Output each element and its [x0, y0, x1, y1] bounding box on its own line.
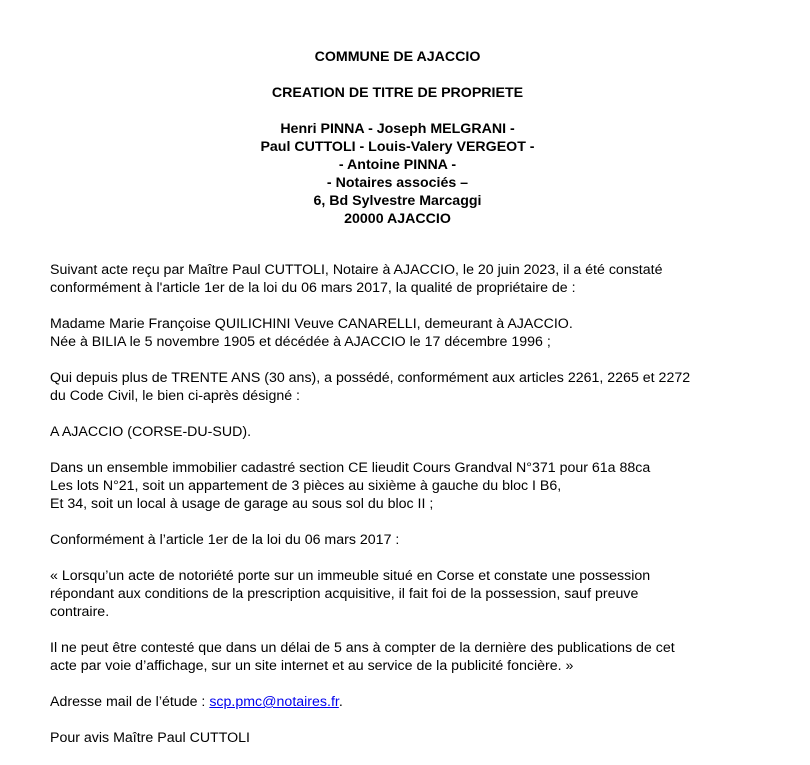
quote-paragraph-2: Il ne peut être contesté que dans un délai de 5 ans à compter de la dernière des publications de cet acte par voie d’affichage, sur un site internet et au service de la publicité foncière. »: [50, 640, 675, 674]
quote-paragraph-1: « Lorsqu’un acte de notoriété porte sur un immeuble situé en Corse et constate une possession répondant aux conditions de la prescription acquisitive, il fait foi de la possession, sauf preuve contraire.: [50, 568, 651, 620]
email-suffix: .: [338, 694, 343, 710]
notaires-block: [0, 120, 795, 228]
notaires-line: Paul CUTTOLI - Louis-Valery VERGEOT -: [260, 139, 535, 155]
intro-paragraph: Suivant acte reçu par Maître Paul CUTTOLI, Notaire à AJACCIO, le 20 juin 2023, il a été constaté conformément à l'article 1er de la loi du 06 mars 2017, la qualité de propriétaire de :: [50, 262, 663, 296]
signature: Pour avis Maître Paul CUTTOLI: [50, 730, 251, 746]
document-subject: CREATION DE TITRE DE PROPRIETE: [271, 85, 524, 101]
signature-paragraph: [50, 729, 790, 747]
notaires-line: Henri PINNA - Joseph MELGRANI -: [280, 121, 515, 137]
location-paragraph: A AJACCIO (CORSE-DU-SUD).: [50, 424, 252, 440]
notaires-line: - Notaires associés –: [326, 175, 469, 191]
email-link[interactable]: scp.pmc@notaires.fr: [209, 694, 339, 710]
notaires-line: - Antoine PINNA -: [338, 157, 457, 173]
notaires-city: 20000 AJACCIO: [344, 211, 451, 227]
possession-paragraph: Qui depuis plus de TRENTE ANS (30 ans), a possédé, conformément aux articles 2261, 2265 et 2272 du Code Civil, le bien ci-après désigné :: [50, 370, 691, 404]
property-paragraph: Dans un ensemble immobilier cadastré section CE lieudit Cours Grandval N°371 pour 61a 88ca Les lots N°21, soit un appartement de 3 pièces au sixième à gauche du bloc I B6, Et 34, soit un local à usage de garage au sous sol du bloc II ;: [50, 460, 651, 512]
email-label: Adresse mail de l’étude :: [50, 694, 210, 710]
commune-title: COMMUNE DE AJACCIO: [314, 49, 481, 65]
email-paragraph: [50, 693, 790, 711]
law-reference-paragraph: Conformément à l’article 1er de la loi du 06 mars 2017 :: [50, 532, 400, 548]
document-body: [50, 261, 790, 765]
owner-paragraph: Madame Marie Françoise QUILICHINI Veuve CANARELLI, demeurant à AJACCIO. Née à BILIA le 5 novembre 1905 et décédée à AJACCIO le 17 décembre 1996 ;: [50, 316, 573, 350]
notaires-address: 6, Bd Sylvestre Marcaggi: [313, 193, 482, 209]
